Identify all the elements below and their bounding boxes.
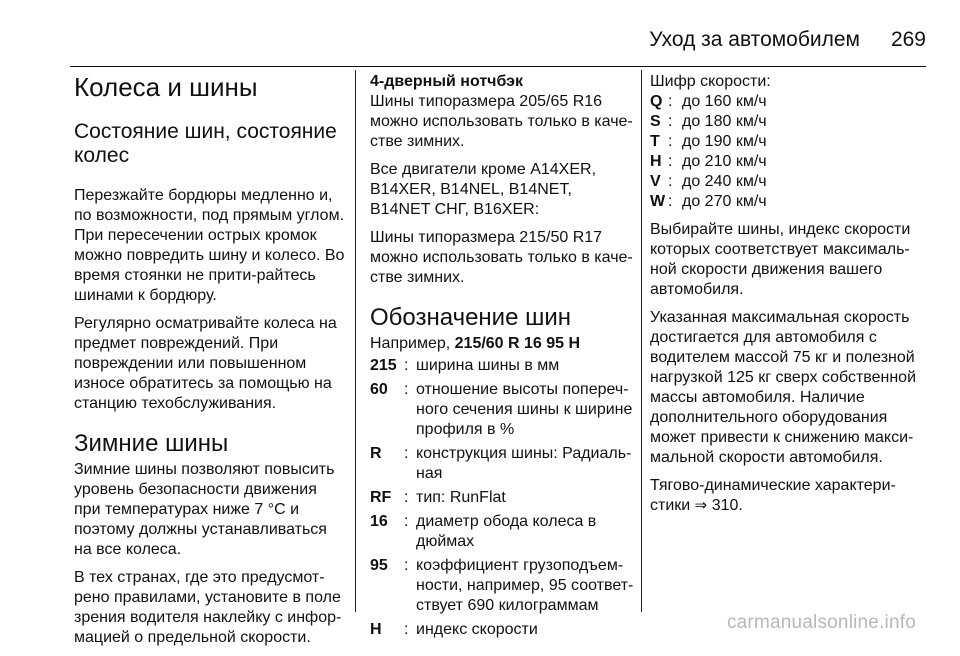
definition-text: конструкция шины: Радиаль-ная: [416, 445, 632, 482]
column-1: [74, 72, 346, 656]
definition-key: H: [370, 621, 382, 638]
paragraph-speed-sticker: В тех странах, где это предусмот-рено правилами, установите в поле зрения водителя наклейку с инфор-мацией о предельной скорости.: [74, 569, 342, 646]
example-value: 215/60 R 16 95 H: [454, 335, 581, 352]
example-line: [370, 334, 634, 354]
paragraph-max-speed: Указанная максимальная скорость достигается для автомобиля с водителем массой 75 кг и полезной нагрузкой 125 кг сверх собственной массы автомобиля. Наличие дополнительного оборудования может привести к снижению макси-мальной скорости автомобиля.: [650, 309, 917, 466]
speed-code-item: V : до 240 км/ч: [650, 172, 930, 192]
paragraph-performance-ref: [650, 476, 930, 516]
speed-code-item: W : до 270 км/ч: [650, 192, 930, 212]
paragraph-215-50: Шины типоразмера 215/50 R17 можно использовать только в каче-стве зимних.: [370, 229, 633, 286]
tyre-designation-heading: Обозначение шин: [370, 304, 572, 331]
definition-text: индекс скорости: [416, 621, 538, 638]
section-heading: Колеса и шины: [74, 72, 258, 102]
page-ref-link[interactable]: 310.: [711, 497, 743, 514]
speed-code-label: Шифр скорости:: [650, 73, 771, 90]
speed-code-item: H : до 210 км/ч: [650, 152, 930, 172]
page-number: 269: [890, 28, 926, 51]
page-header: [70, 20, 926, 70]
example-label: Например,: [370, 335, 455, 352]
definition-text: тип: RunFlat: [416, 489, 506, 506]
definition-item: 95 : коэффициент грузоподъем-ности, например, 95 соответ-ствует 690 килограммам: [370, 557, 634, 614]
definition-text: диаметр обода колеса в дюймах: [416, 513, 597, 550]
definition-item: 16 : диаметр обода колеса в дюймах: [370, 512, 634, 552]
definition-key: 95: [370, 557, 388, 574]
column-divider-1: [355, 70, 356, 612]
speed-code-value: до 160 км/ч: [682, 93, 767, 110]
watermark: carmanualsonline.info: [726, 612, 916, 633]
paragraph-inspection: Регулярно осматривайте колеса на предмет повреждений. При повреждении или повышенном износе обратитесь за помощью на станцию техобслуживания.: [74, 315, 337, 412]
definition-key: RF: [370, 489, 392, 506]
definition-item: 60 : отношение высоты попереч-ного сечения шины к ширине профиля в %: [370, 381, 633, 438]
speed-code-item: T : до 190 км/ч: [650, 132, 930, 152]
speed-code-list: [650, 92, 930, 212]
definition-key: 16: [370, 513, 388, 530]
paragraph-winter-safety: Зимние шины позволяют повысить уровень безопасности движения при температурах ниже 7 °C и поэтому должны устанавливаться на все колеса.: [74, 461, 335, 558]
speed-code-key: T: [650, 133, 660, 150]
speed-code-key: V: [650, 173, 661, 190]
header-title: Уход за автомобилем: [649, 28, 860, 51]
definition-item: H : индекс скорости: [370, 620, 634, 640]
paragraph-curbs: Перезжайте бордюры медленно и, по возможности, под прямым углом. При пересечении острых кромок можно повредить шину и колесо. Во время стоянки не прити-райтесь шинами к бордюру.: [74, 187, 345, 304]
speed-code-value: до 180 км/ч: [682, 113, 767, 130]
column-2: [370, 72, 634, 644]
paragraph-205-65: Шины типоразмера 205/65 R16 можно использовать только в каче-стве зимних.: [370, 93, 633, 150]
definition-item: R : конструкция шины: Радиаль-ная: [370, 444, 634, 484]
definition-key: 60: [370, 381, 388, 398]
subsection-heading-winter-tyres: Зимние шины: [74, 430, 229, 457]
definition-item: RF : тип: RunFlat: [370, 488, 634, 508]
definition-item: 215 : ширина шины в мм: [370, 356, 634, 376]
speed-code-key: W: [650, 193, 666, 210]
performance-ref-text: Тягово-динамические характери-стики: [650, 477, 896, 514]
definition-text: ширина шины в мм: [416, 357, 560, 374]
subsection-heading-tyre-condition: Состояние шин, состояние колес: [74, 120, 337, 167]
definition-key: R: [370, 445, 382, 462]
speed-code-item: S : до 180 км/ч: [650, 112, 930, 132]
column-divider-2: [641, 70, 642, 612]
column-3: [650, 72, 930, 524]
speed-code-key: H: [650, 153, 662, 170]
speed-code-key: Q: [650, 93, 663, 110]
definition-key: 215: [370, 357, 397, 374]
paragraph-engines: Все двигатели кроме A14XER, B14XER, B14NEL, B14NET, B14NET СНГ, B16XER:: [370, 161, 597, 218]
speed-code-value: до 210 км/ч: [682, 153, 767, 170]
sedan-title: 4-дверный нотчбэк: [370, 73, 523, 90]
paragraph-choose-tyres: Выбирайте шины, индекс скорости которых соответствует максималь-ной скорости движения вашего автомобиля.: [650, 221, 911, 298]
speed-code-value: до 190 км/ч: [682, 133, 767, 150]
page-ref-arrow-icon: ⇒: [694, 497, 708, 514]
speed-code-value: до 270 км/ч: [682, 193, 767, 210]
speed-code-item: Q : до 160 км/ч: [650, 92, 930, 112]
speed-code-value: до 240 км/ч: [682, 173, 767, 190]
designation-list: [370, 356, 634, 640]
header-rule: [70, 66, 926, 67]
definition-text: коэффициент грузоподъем-ности, например, 95 соответ-ствует 690 килограммам: [416, 557, 634, 614]
definition-text: отношение высоты попереч-ного сечения шины к ширине профиля в %: [416, 381, 633, 438]
speed-code-key: S: [650, 113, 661, 130]
